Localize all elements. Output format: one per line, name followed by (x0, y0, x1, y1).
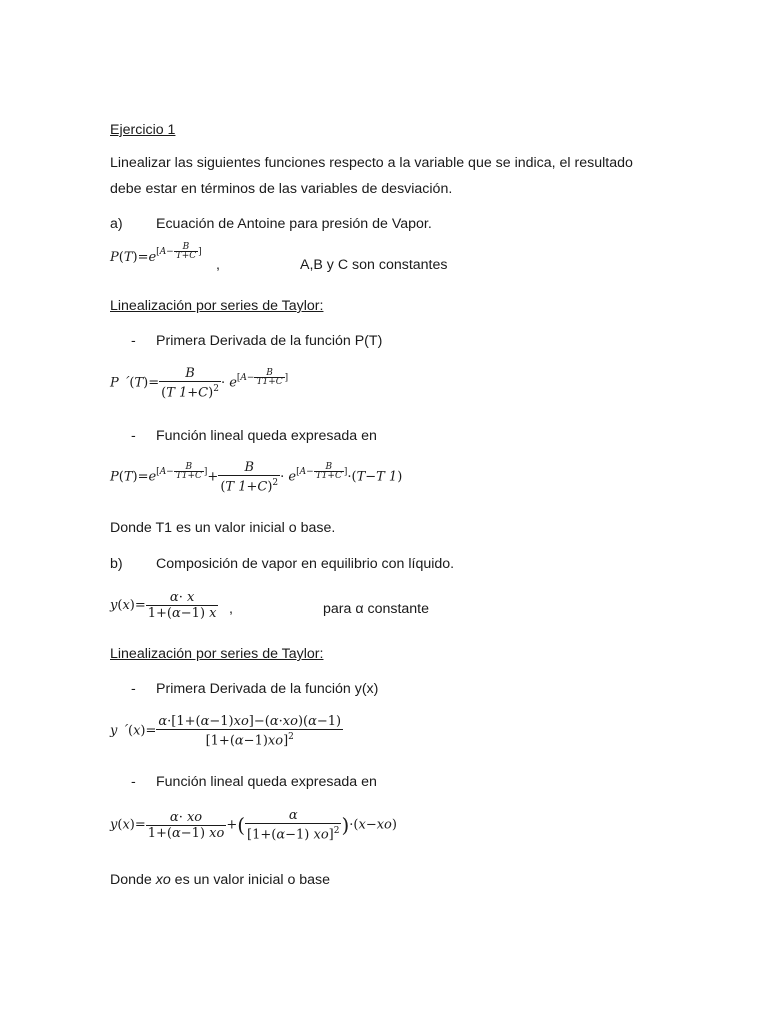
intro-line-1: Linealizar las siguientes funciones respecto a la variable que se indica, el resultado (110, 155, 633, 171)
bullet-a1-text: Primera Derivada de la función P(T) (156, 333, 383, 349)
bullet-dash-b1: - (131, 681, 136, 697)
equation-vle-derivative: y ´(x)= $\frac{\alpha\cdot[1+(\alpha-1)xo]-(\alpha\cdot xo)(\alpha-1)}{[1+(\alpha-1)xo]^2}$ (110, 714, 342, 749)
bullet-dash-a1: - (131, 333, 136, 349)
exercise-heading: Ejercicio 1 (110, 122, 176, 138)
comma-a: , (216, 257, 220, 273)
bullet-dash-b2: - (131, 774, 136, 790)
intro-line-2: debe estar en términos de las variables de desviación. (110, 181, 453, 197)
equation-antoine-derivative: P ´(T)= $\frac{B}{(T 1+C)^2}$ · e[A− B T1+C ] (110, 366, 289, 401)
equation-vle-linear: y(x)= $\frac{\alpha\cdot xo}{1+(\alpha-1) xo}$ +( $\frac{\alpha}{[1+(\alpha-1) xo]^2}$ )·(x−xo) (110, 808, 397, 843)
taylor-heading-b: Linealización por series de Taylor: (110, 646, 324, 662)
part-b-marker: b) (110, 556, 123, 572)
equation-vle: y(x)= $\frac{\alpha\cdot x}{1+(\alpha-1) x}$ (110, 590, 217, 621)
bullet-dash-a2: - (131, 428, 136, 444)
constants-note-b: para α constante (323, 601, 430, 617)
constants-note-a: A,B y C son constantes (300, 257, 448, 273)
taylor-heading-a: Linealización por series de Taylor: (110, 298, 324, 314)
comma-b: , (229, 601, 233, 617)
bullet-b1-text: Primera Derivada de la función y(x) (156, 681, 379, 697)
equation-antoine-linear: P(T)=e[A− B T1+C ]+ $\frac{B}{(T 1+C)^2}$ · e[A− B T1+C ]·(T−T 1) (110, 460, 403, 495)
footnote-b-post: es un valor inicial o base (170, 872, 331, 888)
bullet-b2-text: Función lineal queda expresada en (156, 774, 377, 790)
part-b-title: Composición de vapor en equilibrio con líquido. (156, 556, 455, 572)
footnote-b-pre: Donde (110, 872, 156, 888)
footnote-a: Donde T1 es un valor inicial o base. (110, 520, 336, 536)
footnote-b (110, 871, 330, 889)
part-a-title: Ecuación de Antoine para presión de Vapor. (156, 216, 432, 232)
equation-antoine: P(T)=e[A− B T+C ] (110, 242, 202, 265)
part-a-marker: a) (110, 216, 123, 232)
footnote-b-var: xo (155, 872, 171, 888)
bullet-a2-text: Función lineal queda expresada en (156, 428, 377, 444)
